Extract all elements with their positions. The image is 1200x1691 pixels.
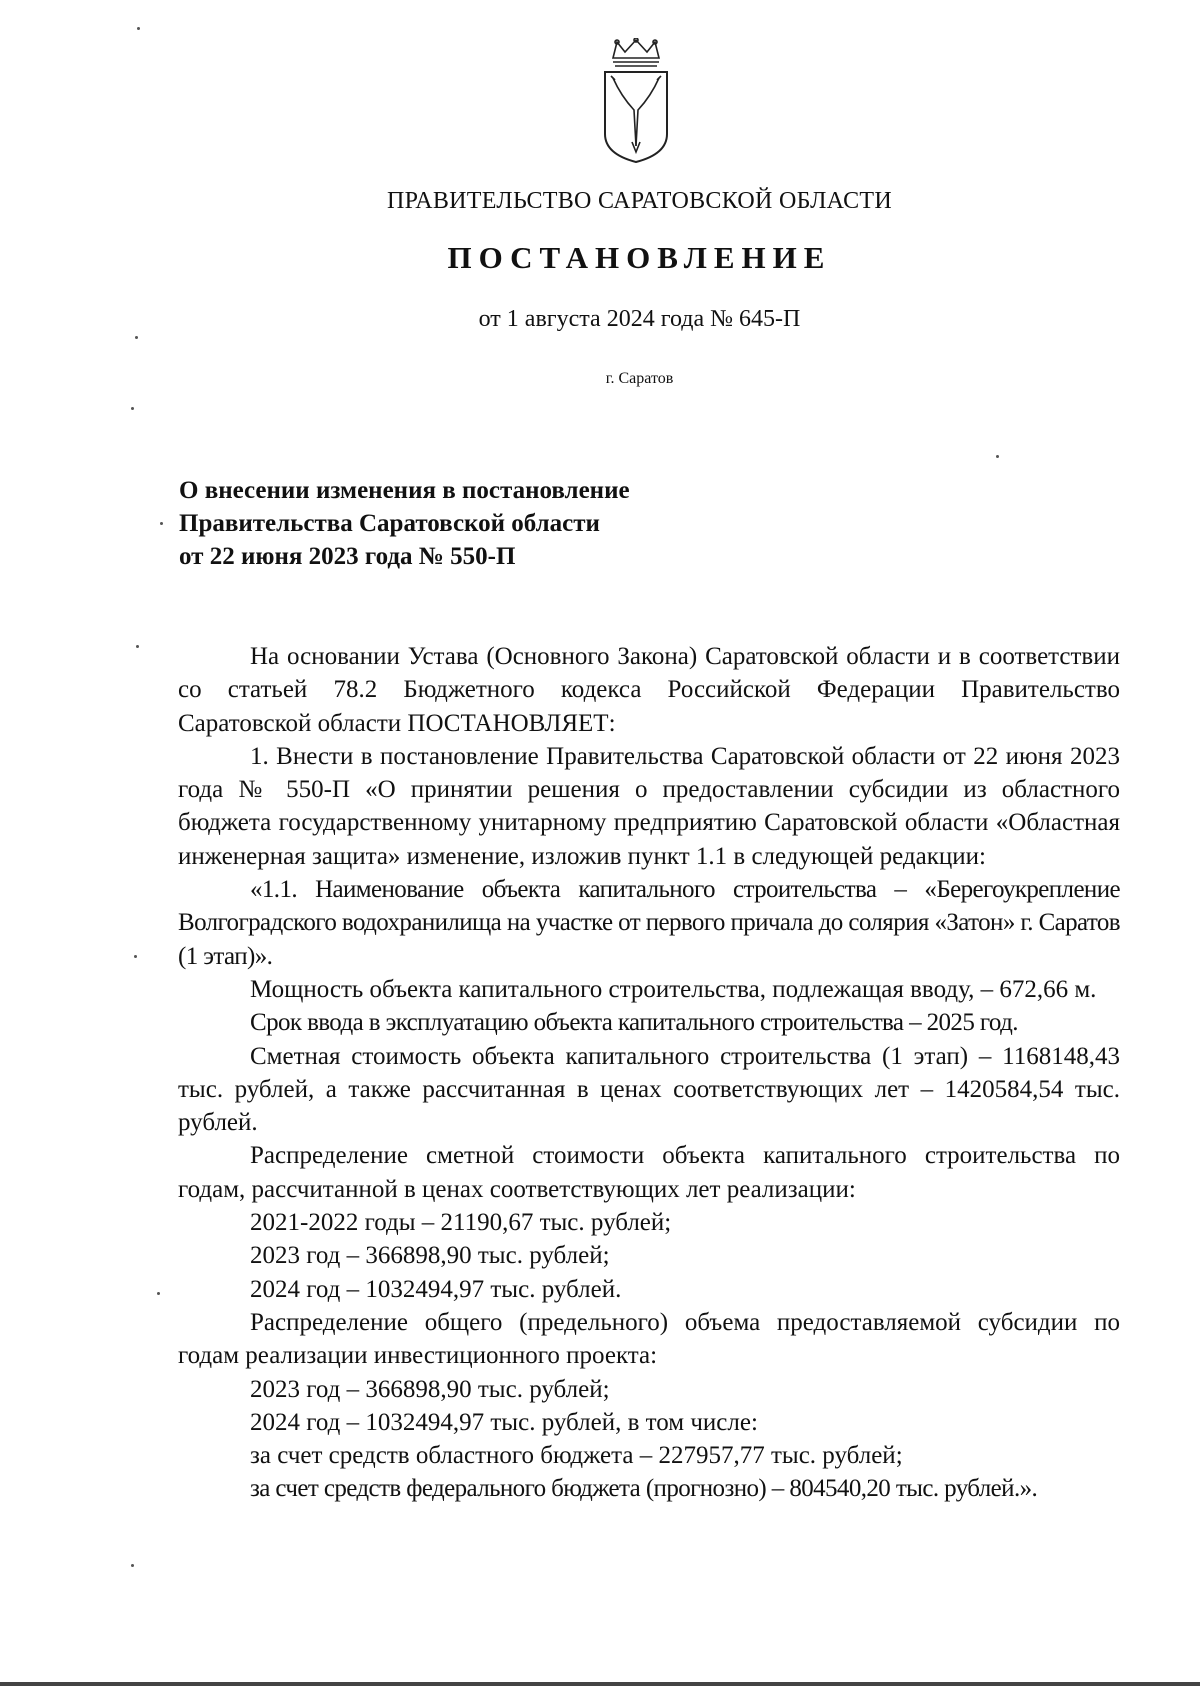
scan-speck [157, 1292, 160, 1295]
document-type: ПОСТАНОВЛЕНИЕ [447, 240, 832, 275]
scan-speck [996, 455, 999, 458]
scan-speck [131, 1564, 134, 1567]
list-item: 2024 год – 1032494,97 тыс. рублей. [250, 1275, 622, 1303]
scan-speck [137, 27, 140, 30]
list-item: 2021-2022 годы – 21190,67 тыс. рублей; [250, 1209, 672, 1237]
paragraph-subsidy-distribution: Распределение общего (предельного) объема предоставляемой субсидии по годам реализации инвестиционного проекта: [178, 1308, 1120, 1370]
document-subject [179, 474, 630, 573]
scan-speck [135, 336, 138, 339]
document-body [178, 640, 1120, 1506]
paragraph-basis: На основании Устава (Основного Закона) Саратовской области и в соответствии со статьей 78.2 Бюджетного кодекса Российской Федерации Правительство Саратовской области ПОСТАНОВЛЯЕТ: [178, 643, 1120, 737]
paragraph-cost-distribution: Распределение сметной стоимости объекта капитального строительства по годам, рассчитанной в ценах соответствующих лет реализации: [178, 1142, 1120, 1203]
list-item: 2023 год – 366898,90 тыс. рублей; [250, 1375, 610, 1403]
list-item: за счет средств федерального бюджета (прогнозно) – 804540,20 тыс. рублей.». [250, 1475, 1038, 1503]
scan-edge-line [0, 1682, 1200, 1686]
government-name: ПРАВИТЕЛЬСТВО САРАТОВСКОЙ ОБЛАСТИ [387, 188, 892, 214]
subject-line: от 22 июня 2023 года № 550-П [179, 543, 516, 570]
paragraph-estimated-cost: Сметная стоимость объекта капитального строительства (1 этап) – 1168148,43 тыс. рублей, а также рассчитанная в ценах соответствующих лет – 1420584,54 тыс. рублей. [178, 1042, 1120, 1137]
subject-line: Правительства Саратовской области [179, 510, 600, 537]
paragraph-object-name: «1.1. Наименование объекта капитального строительства – «Берегоукрепление Волгоградского водохранилища на участке от первого причала до солярия «Затон» г. Саратов (1 этап)». [178, 876, 1120, 970]
scan-speck [134, 955, 137, 958]
subject-line: О внесении изменения в постановление [179, 477, 630, 504]
coat-of-arms-icon [601, 38, 671, 164]
paragraph-commissioning: Срок ввода в эксплуатацию объекта капитального строительства – 2025 год. [250, 1009, 1018, 1037]
paragraph-clause-1: 1. Внести в постановление Правительства Саратовской области от 22 июня 2023 года № 550-П «О принятии решения о предоставлении субсидии из областного бюджета государственному унитарному предприятию Саратовской области «Областная инженерная защита» изменение, изложив пункт 1.1 в следующей редакции: [178, 742, 1120, 870]
scan-speck [160, 522, 163, 525]
list-item: 2023 год – 366898,90 тыс. рублей; [250, 1242, 610, 1270]
scan-speck [131, 407, 134, 410]
list-item: 2024 год – 1032494,97 тыс. рублей, в том числе: [250, 1408, 758, 1436]
document-city: г. Саратов [605, 370, 674, 387]
paragraph-capacity: Мощность объекта капитального строительства, подлежащая вводу, – 672,66 м. [250, 975, 1097, 1003]
list-item: за счет средств областного бюджета – 227957,77 тыс. рублей; [250, 1442, 903, 1470]
document-date-number: от 1 августа 2024 года № 645-П [478, 306, 801, 332]
scan-speck [136, 645, 139, 648]
